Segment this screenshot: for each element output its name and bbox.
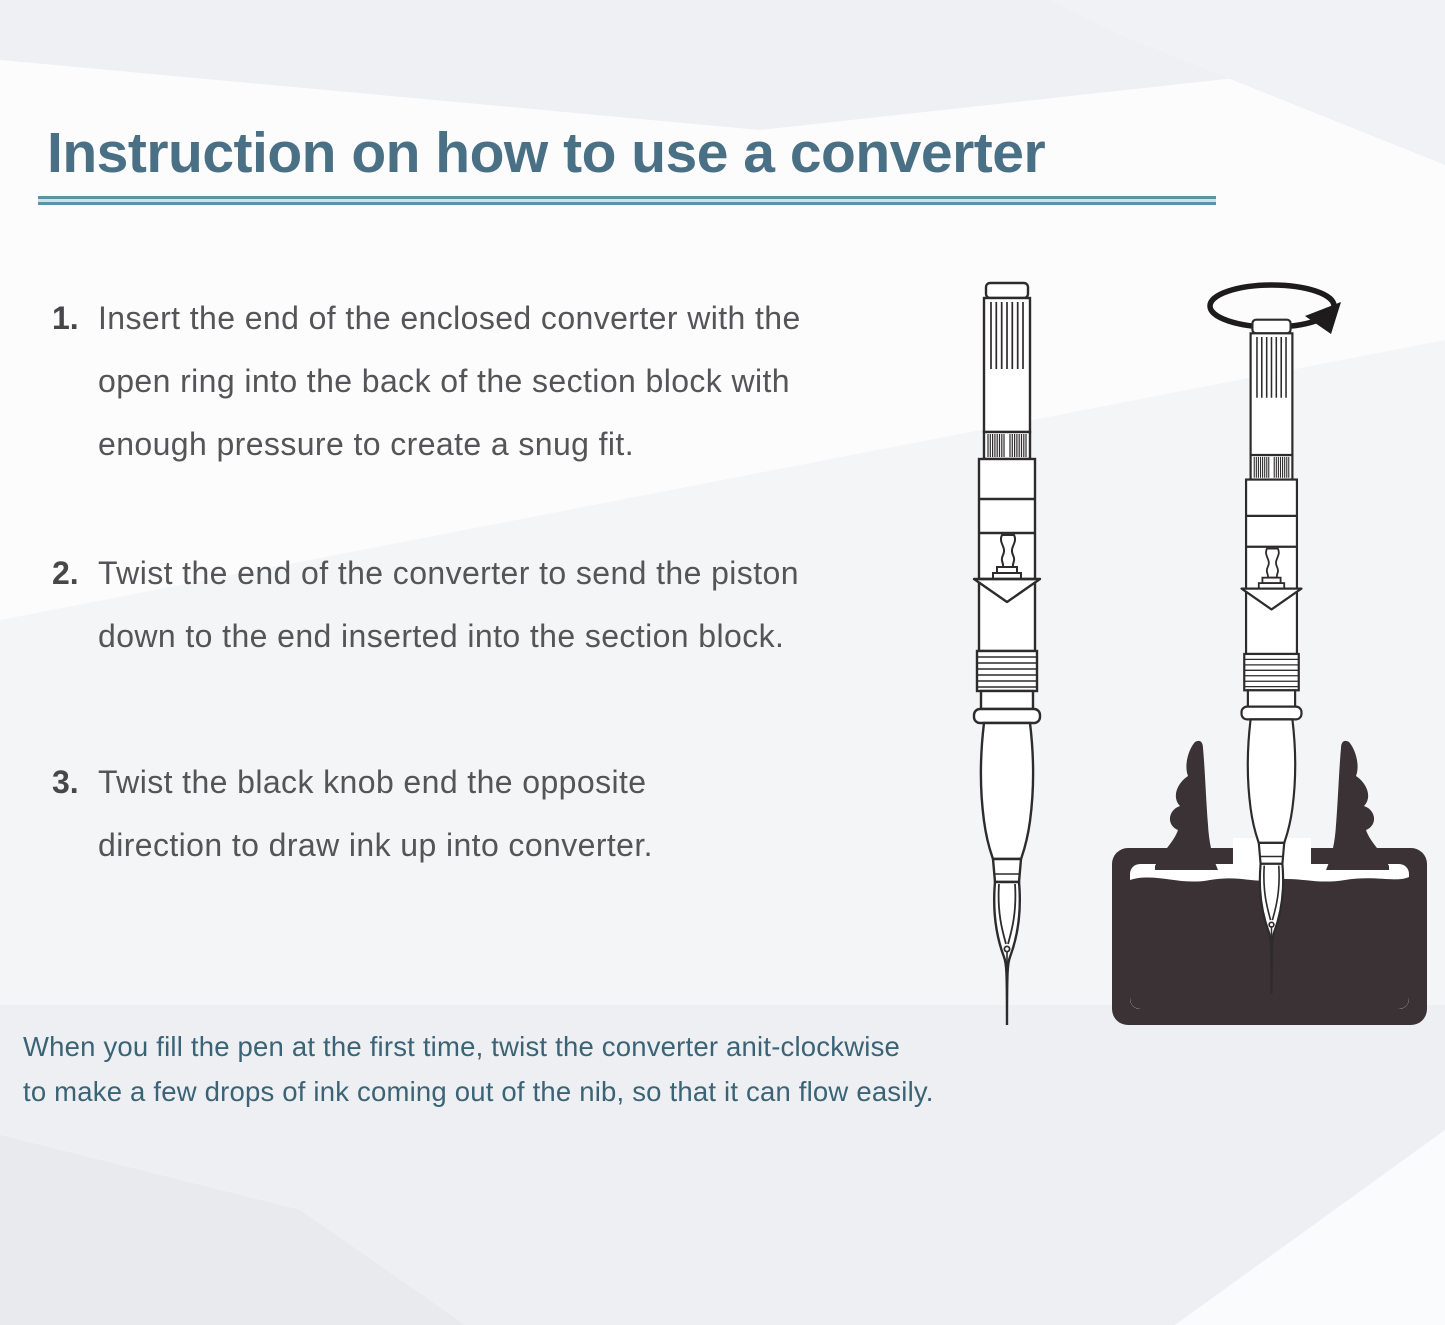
step-3 bbox=[52, 751, 653, 877]
step-2-line-1: Twist the end of the converter to send the piston bbox=[98, 555, 799, 591]
step-1-line-2: open ring into the back of the section block with bbox=[98, 363, 791, 399]
step-3-line-1: Twist the black knob end the opposite bbox=[98, 764, 647, 800]
step-1-number: 1. bbox=[52, 300, 79, 336]
step-2 bbox=[52, 542, 799, 668]
step-3-number: 3. bbox=[52, 764, 79, 800]
step-1-line-1: Insert the end of the enclosed converter with the bbox=[98, 300, 801, 336]
step-3-line-2: direction to draw ink up into converter. bbox=[98, 827, 653, 863]
title-underline bbox=[38, 196, 1216, 205]
step-1 bbox=[52, 287, 801, 476]
step-2-line-2: down to the end inserted into the section block. bbox=[98, 618, 785, 654]
step-1-line-3: enough pressure to create a snug fit. bbox=[98, 426, 635, 462]
pen-with-converter-illustration bbox=[947, 281, 1067, 1031]
pen-filling-illustration bbox=[1217, 317, 1326, 1000]
footnote bbox=[23, 1024, 934, 1114]
footnote-line-2: to make a few drops of ink coming out of the nib, so that it can flow easily. bbox=[23, 1076, 934, 1107]
footnote-line-1: When you fill the pen at the first time, twist the converter anit-clockwise bbox=[23, 1031, 901, 1062]
page-title: Instruction on how to use a converter bbox=[47, 121, 1046, 185]
step-2-number: 2. bbox=[52, 555, 79, 591]
